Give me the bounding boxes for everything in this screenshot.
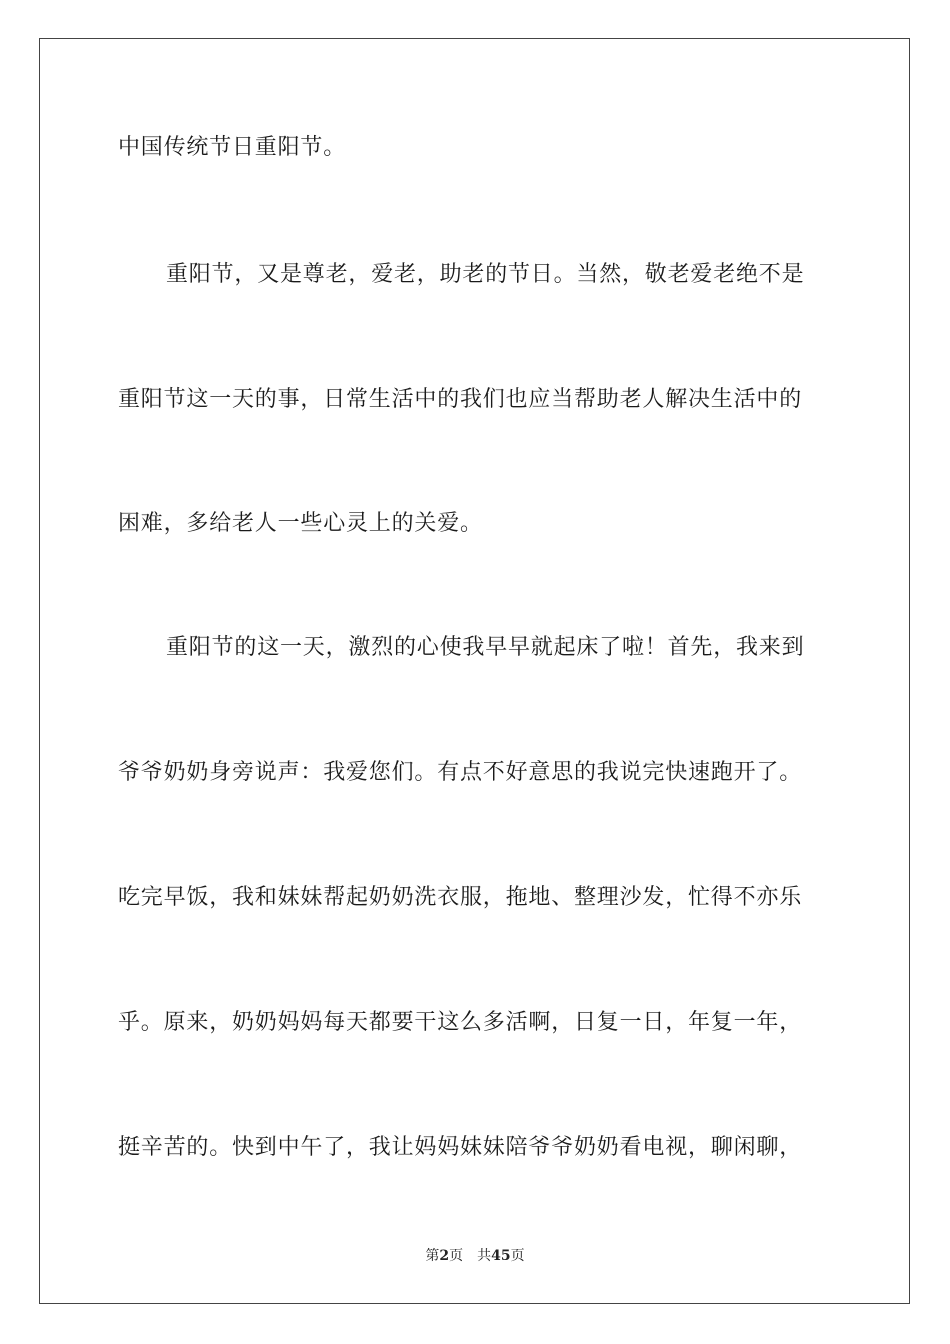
paragraph-line-8: 乎。原来，奶奶妈妈每天都要干这么多活啊，日复一日，年复一年，: [118, 1010, 803, 1035]
page-footer: [0, 1245, 950, 1265]
paragraph-line-1: 中国传统节日重阳节。: [118, 135, 347, 160]
total-prefix: 共: [477, 1248, 492, 1264]
paragraph-line-5: 重阳节的这一天，激烈的心使我早早就起床了啦！首先，我来到: [166, 635, 805, 660]
paragraph-line-3: 重阳节这一天的事，日常生活中的我们也应当帮助老人解决生活中的: [118, 387, 803, 412]
page-number: 2: [439, 1248, 450, 1264]
page-border: [39, 38, 910, 1304]
paragraph-line-2: 重阳节，又是尊老，爱老，助老的节日。当然，敬老爱老绝不是: [166, 262, 805, 287]
total-pages: 45: [491, 1248, 511, 1264]
page-prefix: 第: [425, 1248, 440, 1264]
paragraph-line-7: 吃完早饭，我和妹妹帮起奶奶洗衣服，拖地、整理沙发，忙得不亦乐: [118, 885, 803, 910]
paragraph-line-6: 爷爷奶奶身旁说声：我爱您们。有点不好意思的我说完快速跑开了。: [118, 760, 803, 785]
paragraph-line-4: 困难，多给老人一些心灵上的关爱。: [118, 511, 483, 536]
paragraph-line-9: 挺辛苦的。快到中午了，我让妈妈妹妹陪爷爷奶奶看电视，聊闲聊，: [118, 1135, 803, 1160]
page-suffix: 页: [449, 1248, 464, 1264]
total-suffix: 页: [510, 1248, 525, 1264]
